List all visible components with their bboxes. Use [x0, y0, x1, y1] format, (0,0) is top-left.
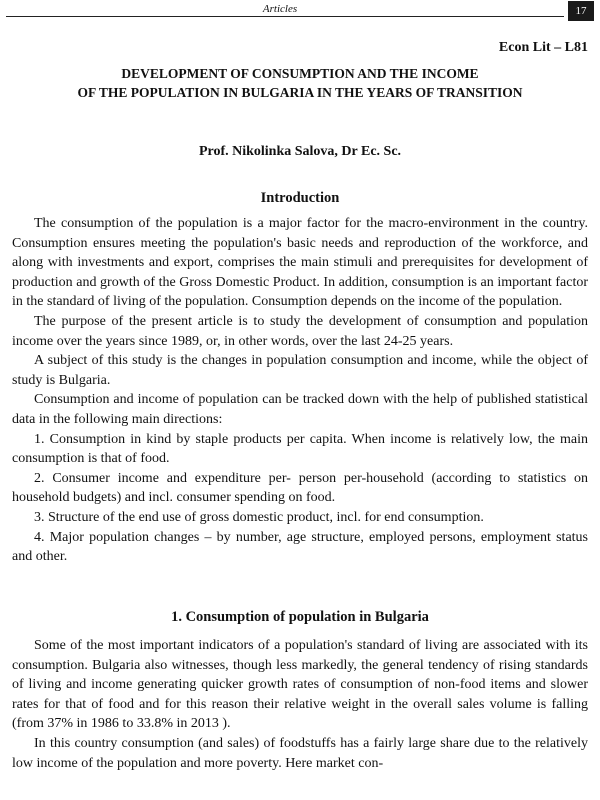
list-item: 3. Structure of the end use of gross domestic product, incl. for end consumption. — [34, 509, 484, 525]
article-title-line-2: OF THE POPULATION IN BULGARIA IN THE YEARS OF TRANSITION — [77, 85, 523, 100]
author: Prof. Nikolinka Salova, Dr Ec. Sc. — [198, 144, 402, 159]
list-item: 4. Major population changes – by number, age structure, employed persons, employment status and other. — [12, 529, 588, 565]
jel-classification: Econ Lit – L81 — [498, 40, 588, 55]
list-item: 1. Consumption in kind by staple products per capita. When income is relatively low, the main consumption is that of food. — [12, 431, 588, 467]
paragraph: Consumption and income of population can be tracked down with the help of published statistical data in the following main directions: — [12, 392, 588, 427]
running-header — [0, 0, 600, 24]
article-title — [0, 64, 600, 102]
header-rule — [6, 16, 564, 17]
article-title-line-1: DEVELOPMENT OF CONSUMPTION AND THE INCOME — [121, 66, 479, 81]
paragraph: Some of the most important indicators of a population's standard of living are associated with its consumption. Bulgaria also witnesses, though less markedly, the general tendency of rising standards of living and income generating quicker growth rates of consumption of non-food items and slower rates for that of food and for this reason their relative weight in the overall sales volume is falling (from 37% in 1986 to 33.8% in 2013 ). — [12, 638, 588, 732]
paragraph: A subject of this study is the changes in population consumption and income, while the object of study is Bulgaria. — [12, 353, 588, 388]
paragraph: The purpose of the present article is to study the development of consumption and population income over the years since 1989, or, in other words, over the last 24-25 years. — [12, 313, 588, 349]
section1-body — [12, 636, 588, 773]
paragraph: In this country consumption (and sales) of foodstuffs has a fairly large share due to the relatively low income of the population and more poverty. Here market con- — [12, 735, 588, 771]
page-number: 17 — [568, 1, 594, 21]
list-item: 2. Consumer income and expenditure per- person per-household (according to statistics on household budgets) and incl. consumer spending on food. — [12, 470, 588, 506]
section-heading-introduction: Introduction — [260, 190, 340, 206]
introduction-body — [12, 214, 588, 567]
running-header-section: Articles — [262, 3, 298, 15]
paragraph: The consumption of the population is a major factor for the macro-environment in the country. Consumption ensures meeting the population's basic needs and reproduction of the workforce, and along with investments and export, comprises the main stimuli and prerequisites for development of production and growth of the Gross Domestic Product. In addition, consumption is an important factor in the standard of living of the population. Consumption depends on the income of the population. — [12, 216, 588, 310]
section-heading-consumption: 1. Consumption of population in Bulgaria — [171, 609, 429, 625]
